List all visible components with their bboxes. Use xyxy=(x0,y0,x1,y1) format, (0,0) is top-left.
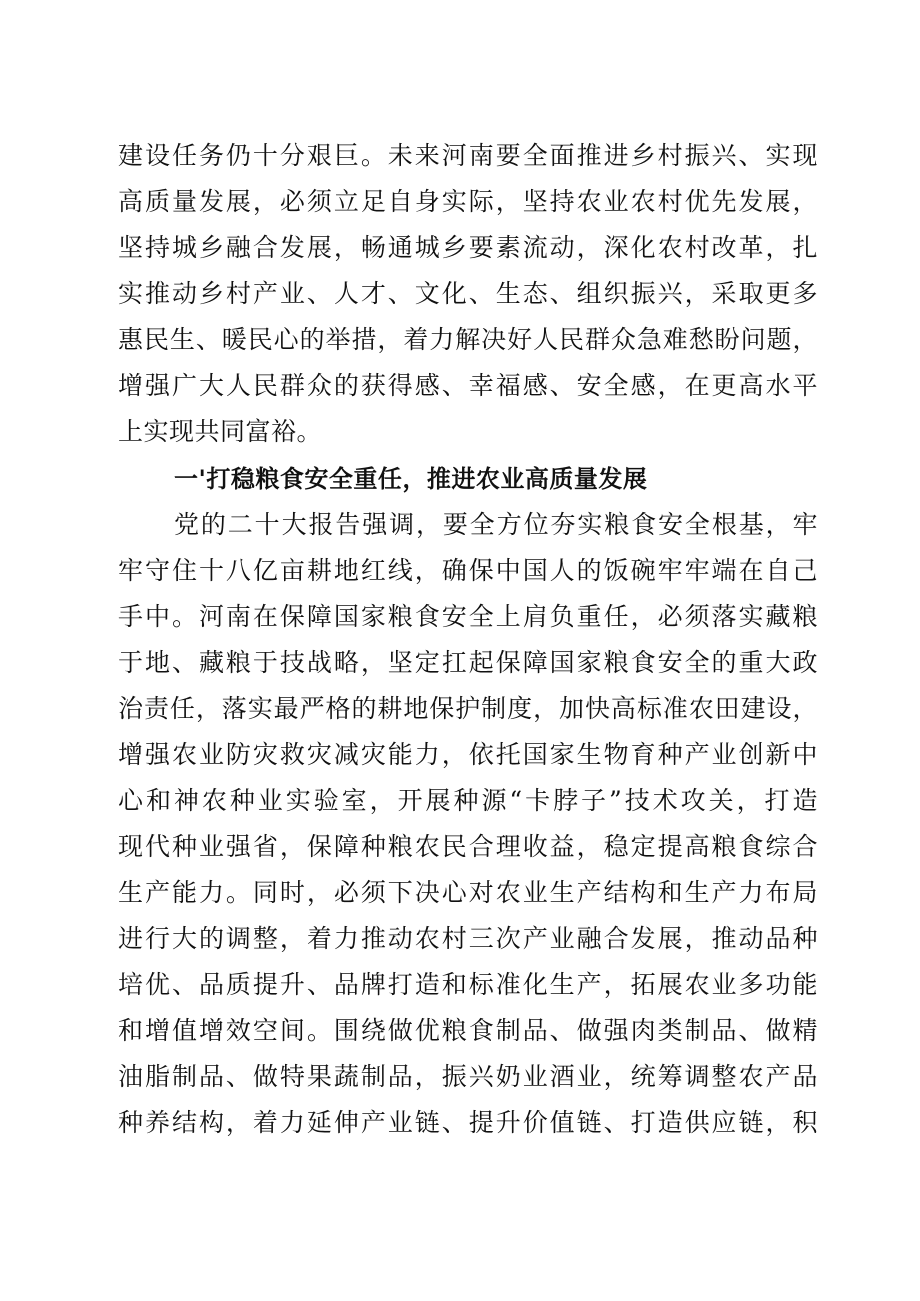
paragraph-line: 手中。河南在保障国家粮食安全上肩负重任，必须落实藏粮 xyxy=(118,602,818,631)
paragraph-line: 现代种业强省，保障种粮农民合理收益，稳定提高粮食综合 xyxy=(118,832,818,861)
paragraph-line: 和增值增效空间。围绕做优粮食制品、做强肉类制品、做精 xyxy=(118,1016,818,1045)
paragraph-line: 高质量发展，必须立足自身实际，坚持农业农村优先发展， xyxy=(118,187,818,216)
paragraph-line: 心和神农种业实验室，开展种源“卡脖子”技术攻关，打造 xyxy=(118,786,818,815)
paragraph-line: 增强广大人民群众的获得感、幸福感、安全感，在更高水平 xyxy=(118,371,818,400)
paragraph-line: 增强农业防灾救灾减灾能力，依托国家生物育种产业创新中 xyxy=(118,740,818,769)
paragraph-line: 坚持城乡融合发展，畅通城乡要素流动，深化农村改革，扎 xyxy=(118,233,818,262)
paragraph-line: 建设任务仍十分艰巨。未来河南要全面推进乡村振兴、实现 xyxy=(118,141,818,170)
paragraph-line: 进行大的调整，着力推动农村三次产业融合发展，推动品种 xyxy=(118,924,818,953)
paragraph-line: 党的二十大报告强调，要全方位夯实粮食安全根基，牢 xyxy=(174,510,818,539)
paragraph-line: 培优、品质提升、品牌打造和标准化生产，拓展农业多功能 xyxy=(118,970,818,999)
paragraph-2 xyxy=(118,502,818,1146)
paragraph-line: 牢守住十八亿亩耕地红线，确保中国人的饭碗牢牢端在自己 xyxy=(118,556,818,585)
paragraph-line: 生产能力。同时，必须下决心对农业生产结构和生产力布局 xyxy=(118,878,818,907)
paragraph-line: 惠民生、暖民心的举措，着力解决好人民群众急难愁盼问题， xyxy=(118,325,818,354)
paragraph-line: 实推动乡村产业、人才、文化、生态、组织振兴，采取更多 xyxy=(118,279,818,308)
paragraph-1 xyxy=(118,133,818,455)
paragraph-line: 治责任，落实最严格的耕地保护制度，加快高标准农田建设， xyxy=(118,694,818,723)
paragraph-line: 油脂制品、做特果蔬制品，振兴奶业酒业，统筹调整农产品 xyxy=(118,1062,818,1091)
paragraph-line: 上实现共同富裕。 xyxy=(118,417,323,446)
paragraph-line: 于地、藏粮于技战略，坚定扛起保障国家粮食安全的重大政 xyxy=(118,648,818,677)
paragraph-line: 种养结构，着力延伸产业链、提升价值链、打造供应链，积 xyxy=(118,1108,818,1137)
section-heading: 一'打稳粮食安全重任，推进农业高质量发展 xyxy=(174,465,648,493)
